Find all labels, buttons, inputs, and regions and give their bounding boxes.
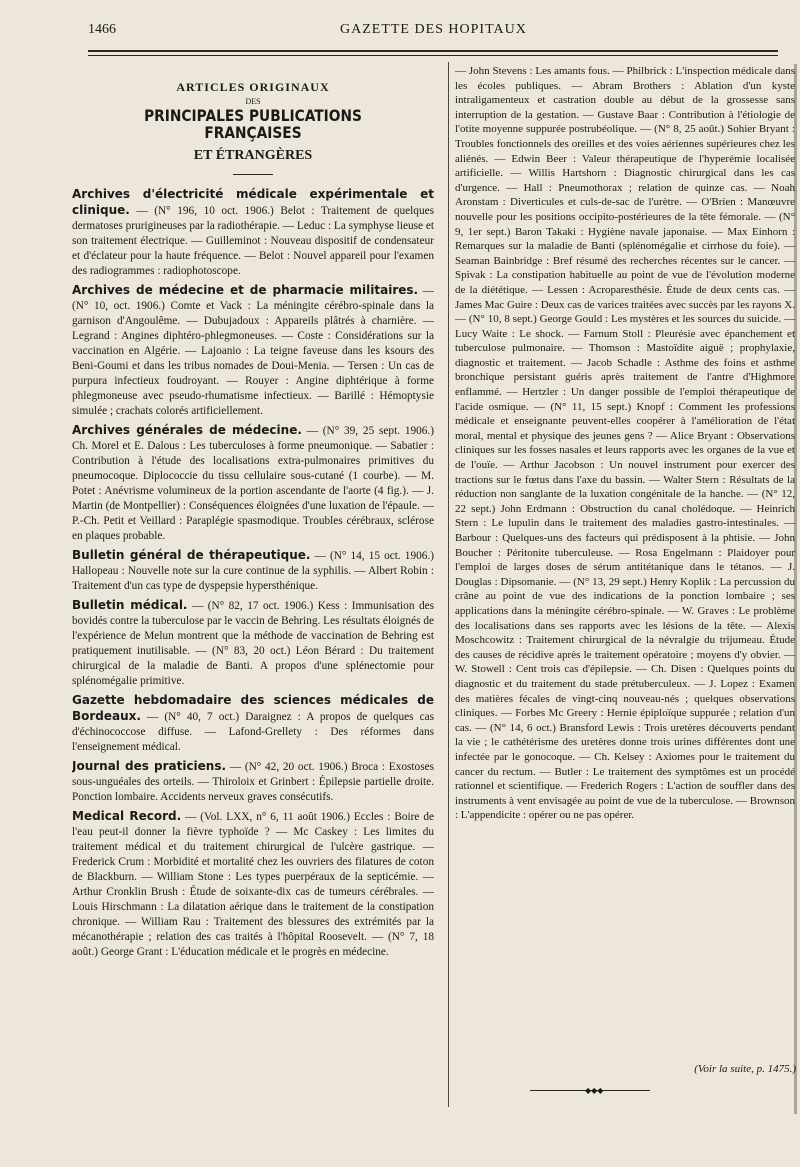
continuation-note: (Voir la suite, p. 1475.) bbox=[694, 1063, 796, 1075]
ornament-mark: ◆◆◆ bbox=[585, 1086, 604, 1095]
journal-title: GAZETTE DES HOPITAUX bbox=[340, 22, 527, 37]
journal-name: Archives générales de médecine. bbox=[72, 422, 302, 437]
entry-1 bbox=[72, 187, 434, 279]
section-title: PRINCIPALES PUBLICATIONS FRANÇAISES bbox=[144, 106, 362, 142]
entry-2 bbox=[72, 283, 434, 419]
journal-name: Archives de médecine et de pharmacie militaires. bbox=[72, 282, 419, 297]
left-column bbox=[72, 80, 434, 1090]
page-number: 1466 bbox=[88, 22, 116, 37]
entry-text: — (N° 39, 25 sept. 1906.) Ch. Morel et E. Dalous : Les tuberculoses à forme pneumonique. — Sabatier : Contribution à l'étude des localisations extra-pulmonaires primitives du pneumocoque. Diplococcie du tissu cellulaire sous-cutané (1 courbe). — M. Potet : Anévrisme volumineux de la portion ascendante de l'aorte (4 fig.). — J. Martin (de Montpellier) : Conséquences éloignées d'une luxation de l'épaule. — P.-Ch. Petit et Veillard : Paraplégie spasmodique. Troubles cérébraux, sclérose en plaques probable. bbox=[72, 424, 434, 542]
journal-name: Gazette hebdomadaire des sciences médicales de Bordeaux. bbox=[72, 692, 434, 723]
entry-text: — (Vol. LXX, n° 6, 11 août 1906.) Eccles : Boire de l'eau peut-il donner la fièvre typhoïde ? — Mc Caskey : Les limites du traitement médical et du traitement chirurgical de l'ulcère gastrique. — Frederick Crum : Morbidité et mortalité chez les ouvriers des filatures de coton de Blackburn. — William Stone : Les types puerpéraux de la septicémie. — Arthur Cronklin Brush : Étude de soixante-dix cas de tumeurs cérébrales. — Louis Hirschmann : La dilatation aérique dans le traitement de la constipation chronique. — William Rau : Traitement des blessures des extrémités par la mécanothérapie ; relation des cas traités à l'hôpital Roosevelt. — (N° 7, 18 août.) George Grant : L'éducation médicale et le progrès en médecine. bbox=[72, 810, 434, 958]
entry-text: — (N° 42, 20 oct. 1906.) Broca : Exostoses sous-unguéales des orteils. — Thiroloix et Grinbert : Épilepsie partielle droite. Ponction lombaire. Accidents nerveux graves consécutifs. bbox=[72, 760, 434, 803]
section-subtitle: ET ÉTRANGÈRES bbox=[193, 147, 313, 163]
right-column-text: — John Stevens : Les amants fous. — Philbrick : L'inspection médicale dans les écoles publiques. — Abram Brothers : Ablation d'un kyste intraligamenteux et castration double au début de la grossesse sans interruption de la gestation. — Gustave Baar : Contribution à l'étiologie de l'otite moyenne suppurée postrubéolique. — (N° 8, 25 août.) Sohier Bryant : Troubles fonctionnels des oreilles et des voies aériennes supérieures chez les aliénés. — Edwin Beer : Valeur thérapeutique de l'hyperémie localisée artificielle. — Willis Hartshorn : Diagnostic chirurgical dans les cas d'urgence. — Hall : Pneumothorax ; relation de quinze cas. — Noah Aronstam : Diverticules et culs-de-sac de l'urètre. — O'Brien : Manœuvre nouvelle pour les positions occipito-postérieures de la tête fémorale. — (N° 9, 1er sept.) Baron Takaki : Hygiène navale japonaise. — Max Einhorn : Remarques sur la maladie de Banti (splénomégalie et cirrhose du foie). — Seaman Bainbridge : Bref résumé des recherches récentes sur le cancer. — Spivak : La constipation habituelle au point de vue de l'évolution moderne de la diététique. — Lessen : Acroparesthésie. Étude de deux cents cas. — James Mac Guire : Deux cas de varices traitées avec succès par les rayons X. — (N° 10, 8 sept.) George Gould : Les mystères et les sources du suicide. — Lucy Waite : Le shock. — Farnum Stoll : Pleurésie avec épanchement et tuberculose pulmonaire. — Thomson : Mastoïdite aiguë ; prophylaxie, diagnostic et traitement. — Jacob Schadle : Asthme des foins et asthme bronchique persistant guéris après traitement de l'antre d'Highmore enflammé. — Hertzler : Un danger possible de l'emploi thérapeutique de l'acide osmique. — (N° 11, 15 sept.) Knopf : Comment les professions médicale et enseignante peuvent-elles coopérer à l'amélioration de l'état moral, mental et physique des jeunes gens ? — Alice Bryant : Observations cliniques sur les fosses nasales et leurs rapports avec les organes de la vue et de l'ouïe. — Arthur Jacobson : Un nouvel instrument pour exercer des tractions sur le fœtus dans l'axe du bassin. — Walter Stern : Résultats de la réduction non sanglante de la luxation congénitale de la hanche. — (N° 12, 22 sept.) John Erdmann : Obstruction du canal cholédoque. — Heinrich Stern : Le lupulin dans le traitement des maladies gastro-intestinales. — Barbour : Quelques-uns des facteurs qui prédisposent à la phtisie. — John Boucher : Péritonite tuberculeuse. — Rosa Engelmann : Plaidoyer pour l'emploi de larges doses de sérum antitétanique dans le tétanos. — J. Douglas : Dipsomanie. — (N° 13, 29 sept.) Henry Koplik : La percussion du crâne au point de vue des indications de la ponction lombaire ; ses applications dans la méningite cérébro-spinale. — W. Graves : Le problème des localisations dans ses rapports avec les lésions de la tête. — Alexis Moschcowitz : Traitement chirurgical de la névralgie du trijumeau. Étude des causes de récidive après le traitement opératoire ; moyens d'y obvier. — W. Stowell : Cent trois cas d'épilepsie. — Ch. Disen : Quelques points du diagnostic et du traitement du stade prétuberculeux. — J. Lopez : Examen des matières fécales de vingt-cinq nouveau-nés ; quelques observations cliniques. — Forbes Mc Greery : Hernie épiploïque suppurée ; relation d'un cas. — (N° 14, 6 oct.) Bransford Lewis : Trois uretères découverts pendant la vie ; le cathétérisme des uretères donne trois urines différentes dont une infectée par le gonocoque. — Ch. Kelsey : Axiomes pour le traitement du cancer du rectum. — Butler : Le traitement des symptômes est un procédé rationnel et scientifique. — Frederich Rogers : L'action de souffler dans des instruments à vent envisagée au point de vue de la tuberculose. — Brownson : L'appendicite : opérer ou ne pas opérer. bbox=[455, 65, 795, 822]
section-kicker: ARTICLES ORIGINAUX bbox=[176, 80, 330, 94]
column-divider bbox=[448, 62, 449, 1107]
journal-name: Archives d'électricité médicale expérimentale et clinique. bbox=[72, 186, 434, 217]
entry-3 bbox=[72, 423, 434, 544]
entry-5 bbox=[72, 598, 434, 689]
entry-text: — (N° 40, 7 oct.) Daraignez : A propos de quelques cas d'échinococcose diffuse. — Lafond-Grellety : Des réformes dans l'enseignement médical. bbox=[72, 710, 434, 753]
journal-name: Journal des praticiens. bbox=[72, 758, 227, 773]
journal-name: Medical Record. bbox=[72, 808, 182, 823]
header-rule-thick bbox=[88, 50, 778, 52]
entry-4 bbox=[72, 548, 434, 594]
header-rule-thin bbox=[88, 55, 778, 56]
header bbox=[88, 22, 778, 44]
journal-name: Bulletin médical. bbox=[72, 597, 188, 612]
entry-8 bbox=[72, 809, 434, 960]
section-divider bbox=[233, 174, 273, 175]
section-des: DES bbox=[245, 97, 261, 106]
entry-text: — (N° 196, 10 oct. 1906.) Belot : Traitement de quelques dermatoses prurigineuses par la radiothérapie. — Leduc : La symphyse lieuse et son traitement électrique. — Guilleminot : Nouveau dispositif de condensateur et d'éclateur pour la haute fréquence. — Belot : Nouvel appareil pour l'examen des radiogrammes : radiophotoscope. bbox=[72, 204, 434, 277]
entry-text: — (N° 10, oct. 1906.) Comte et Vack : La méningite cérébro-spinale dans la garnison d'Angoulême. — Dubujadoux : Appareils plâtrés à charnière. — Legrand : Angines diphtéro-phlegmoneuses. — Coste : Considérations sur la vaccination en Algérie. — Lajoanio : La teigne faveuse dans les ksours des Beni-Goumi et dans les tribus nomades de Doui-Menia. — Tersen : Un cas de purpura infectieux foudroyant. — Rouyer : Angine diphtérique à forme phlegmoneuse avec pseudo-rhumatisme infectieux. — Barillé : Hémoptysie simulée ; crachats colorés artificiellement. bbox=[72, 284, 434, 417]
entry-6 bbox=[72, 693, 434, 755]
entry-text: — (N° 14, 15 oct. 1906.) Hallopeau : Nouvelle note sur la cure continue de la syphilis. — Albert Robin : Traitement d'un cas type de dyspepsie hypersthénique. bbox=[72, 549, 434, 592]
right-column bbox=[455, 64, 795, 1114]
journal-name: Bulletin général de thérapeutique. bbox=[72, 547, 311, 562]
entry-7 bbox=[72, 759, 434, 805]
entry-text: — (N° 82, 17 oct. 1906.) Kess : Immunisation des bovidés contre la tuberculose par le vaccin de Behring. Les résultats éloignés de l'expérience de Melun montrent que la méthode de vaccination de Behring est pratiquement inutilisable. — (N° 83, 20 oct.) Léon Bérard : Du traitement chirurgical de la maladie de Banti. A propos d'une splénectomie pour splénomégalie primitive. bbox=[72, 599, 434, 687]
